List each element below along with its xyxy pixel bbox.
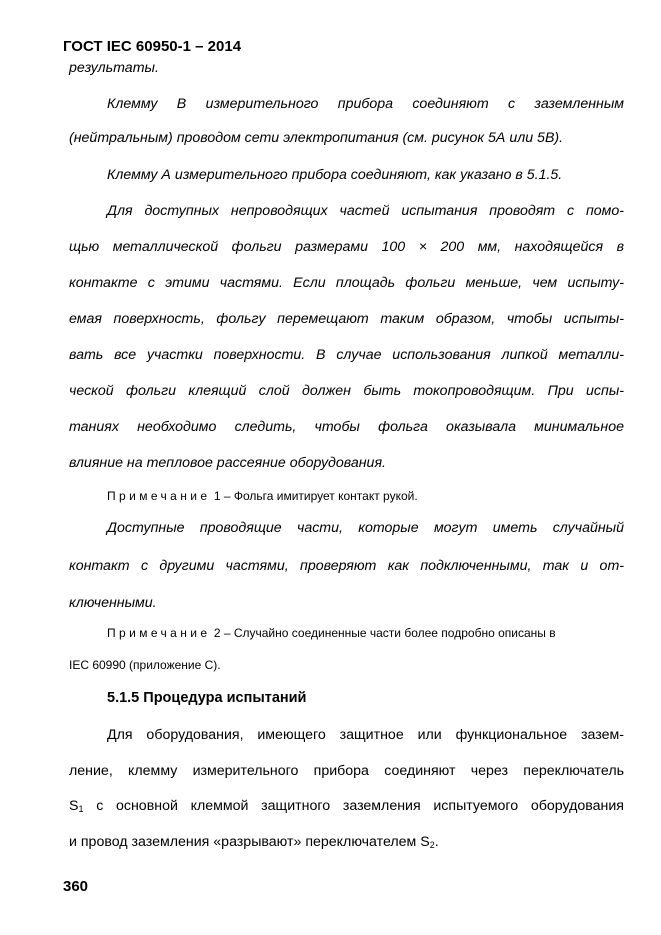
text-line: результаты. xyxy=(69,60,159,76)
note-label: Примечание xyxy=(107,626,211,640)
text-line xyxy=(69,798,624,814)
text-line xyxy=(69,834,624,850)
note-line-continuation: IEC 60990 (приложение С). xyxy=(69,658,221,672)
note-label: Примечание xyxy=(107,489,211,503)
note-line xyxy=(107,489,624,503)
switch-symbol: S xyxy=(69,798,79,814)
text-line: ление, клемму измерительного прибора соединяют через переключатель xyxy=(69,763,624,779)
text-line: Клемму В измерительного прибора соединяют с заземленным xyxy=(107,96,624,112)
text-line: (нейтральным) проводом сети электропитания (см. рисунок 5А или 5В). xyxy=(69,130,564,146)
text-line: Для доступных непроводящих частей испытания проводят с помо- xyxy=(107,203,624,219)
text-line: вать все участки поверхности. В случае использования липкой металли- xyxy=(69,347,624,363)
text-line: ческой фольги клеящий слой должен быть токопроводящим. При испы- xyxy=(69,383,624,399)
text-line: емая поверхность, фольгу перемещают таким образом, чтобы испыты- xyxy=(69,311,624,327)
text-line: ключенными. xyxy=(69,595,157,611)
note-text: – Случайно соединенные части более подробно описаны в xyxy=(220,626,556,640)
page-number: 360 xyxy=(63,878,89,895)
section-heading: 5.1.5 Процедура испытаний xyxy=(107,690,307,706)
switch-subscript: 2 xyxy=(429,840,435,850)
note-number: 1 xyxy=(213,489,221,503)
note-number: 2 xyxy=(213,626,221,640)
text-line: Доступные проводящие части, которые могут иметь случайный xyxy=(107,520,624,536)
text-line: влияние на тепловое рассеяние оборудования. xyxy=(69,455,386,471)
text-line: щью металлической фольги размерами 100 × 200 мм, находящейся в xyxy=(69,239,624,255)
note-line xyxy=(107,626,624,640)
text-line: контакт с другими частями, проверяют как подключенными, так и от- xyxy=(69,558,624,574)
note-text: – Фольга имитирует контакт рукой. xyxy=(220,489,418,503)
text-line: Для оборудования, имеющего защитное или функциональное зазем- xyxy=(107,727,624,743)
text-fragment: с основной клеммой защитного заземления испытуемого оборудования xyxy=(83,798,624,814)
document-header: ГОСТ IEC 60950-1 – 2014 xyxy=(63,38,242,55)
text-fragment: и провод заземления «разрывают» переключателем S xyxy=(69,834,430,850)
text-fragment: . xyxy=(434,834,439,850)
text-line: таниях необходимо следить, чтобы фольга оказывала минимальное xyxy=(69,419,624,435)
text-line: Клемму А измерительного прибора соединяют, как указано в 5.1.5. xyxy=(107,167,563,183)
switch-subscript: 1 xyxy=(78,804,84,814)
text-line: контакте с этими частями. Если площадь фольги меньше, чем испыту- xyxy=(69,275,624,291)
